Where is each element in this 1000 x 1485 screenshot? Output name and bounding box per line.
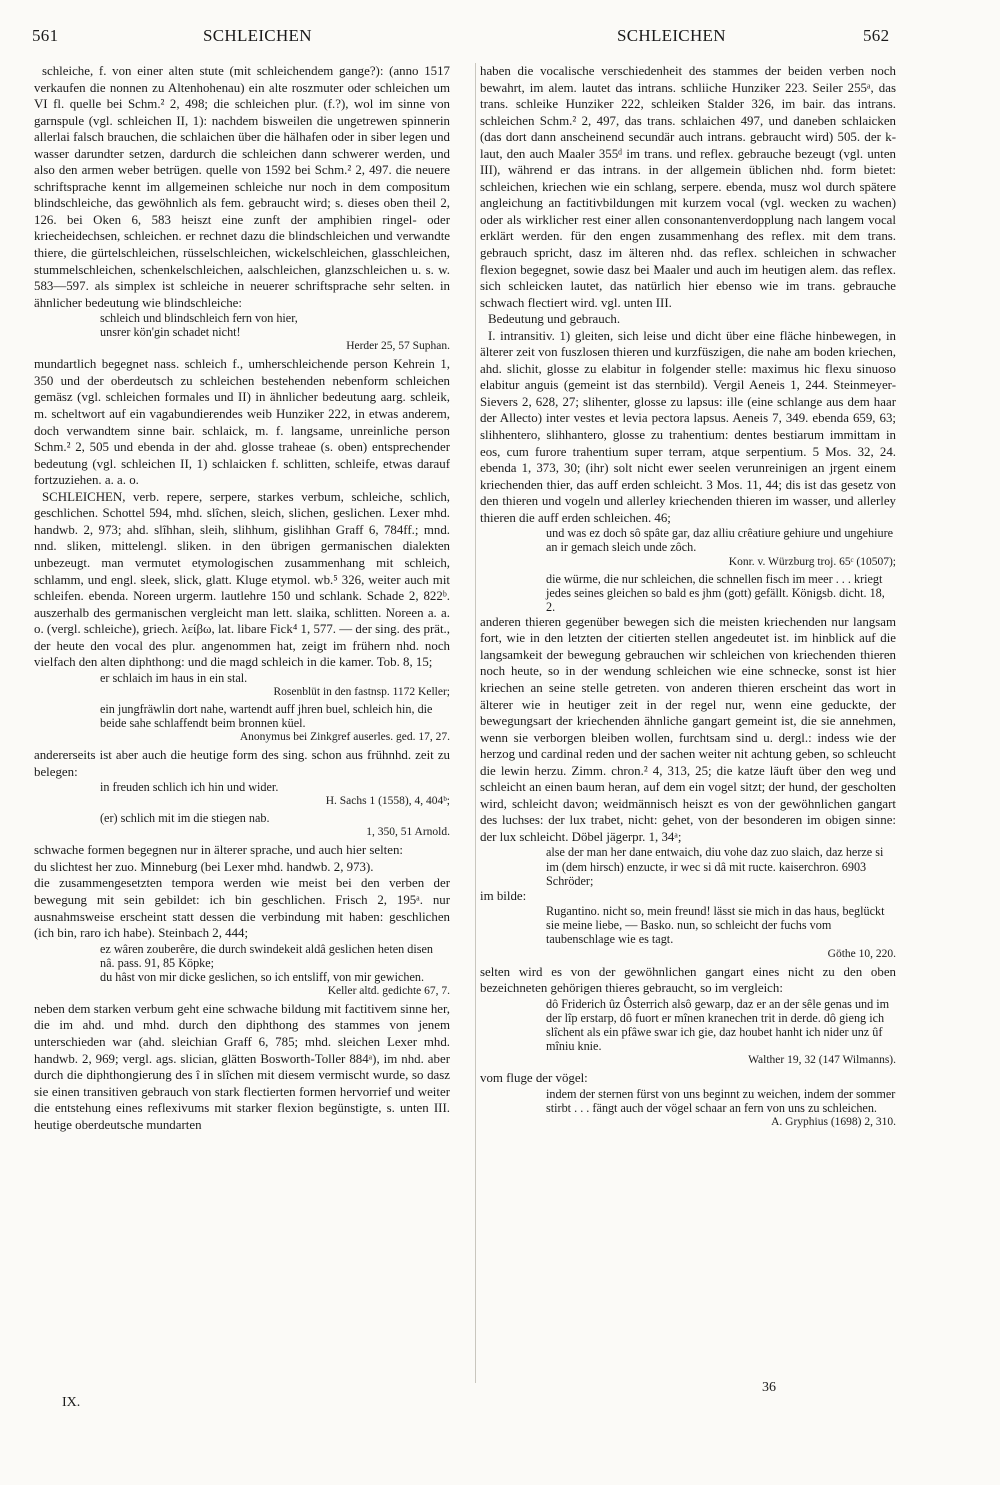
quote-block: und was ez doch sô spâte gar, daz alliu crêatiure gehiure und ungehiure an ir gemach sleich unde zôch.	[546, 526, 894, 555]
quote-line: schleich und blindschleich fern von hier,	[100, 311, 298, 326]
quote-line: in freuden schlich ich hin und wider.	[100, 780, 279, 795]
quote-block: alse der man her dane entwaich, diu vohe daz zuo slaich, daz herze si im (dem hirsch) enzucte, ir wec si dâ mit ructe. kaiserchron. 6903 Schröder;	[546, 845, 884, 888]
quote-block: ez wâren zouberêre, die durch swindekeit aldâ geslichen heten disen nâ. pass. 91, 85 Köpke;	[100, 941, 433, 970]
running-head-right: SCHLEICHEN	[617, 26, 726, 45]
paragraph: vom fluge der vögel:	[480, 1071, 588, 1086]
quote-block: indem der sternen fürst von uns beginnt zu weichen, indem der sommer stirbt . . . fängt auch der vögel schaar an fern von uns zu schleichen.	[546, 1086, 896, 1115]
quote-block: Rugantino. nicht so, mein freund! lässt sie mich in das haus, beglückt sie meine liebe, — Basko. nun, so schleicht der fuchs vom taubenschlage wie es tagt.	[546, 904, 885, 947]
paragraph: schwache formen begegnen nur in älterer sprache, und auch hier selten:	[34, 843, 404, 858]
citation: A. Gryphius (1698) 2, 310.	[771, 1115, 896, 1128]
entry-headword-paragraph: SCHLEICHEN, verb. repere, serpere, starkes verbum, schleiche, schlich, geschlichen. Schottel 594, mhd. slîchen, sleich, slichen, geslichen. Lexer mhd. handwb. 2, 973; ahd. slîhhan, sleih, slihhum, gislihhan Graff 6, 784ff.; mnd. nnd. sliken, mittelengl. sliken. in den übrigen germanischen dialekten unbezeugt. man vermutet etymologischen zusammenhang mit schleich, schlamm, und engl. sleek, slick, glatt. Kluge etymol. wb.⁵ 326, weiter auch mit schleifen. ebenda. Noreen urgerm. lautlehre 150 und schlank. Schade 2, 822ᵇ. auszerhalb des germanischen vergleicht man lett. slaika, schlitten. Noreen a. a. o. (vergl. schleiche), griech. λείβω, lat. libare Fick⁴ 1, 577. — der sing. des prät., der heute den vocal des plur. angenommen hat, zeigt im frühern nhd. noch vielfach den alten diphthong: und die magd schleich in die kamer. Tob. 8, 15;	[34, 489, 450, 670]
paragraph: mundartlich begegnet nass. schleich f., umherschleichende person Kehrein 1, 350 und der oberdeutsch zu schleichen bestehenden nebenform schleichen gemäsz (vgl. schleichen formales und II) in ähnlicher bedeutung aarg. schleik, m. scheltwort auf ein vagabundierendes weib Hunziker 222, in etwas anderem, doch verwandtem sinne bair. schlaick, m. f. langsame, unreinliche person Schm.² 2, 505 und ebenda in der ahd. glosse traheae (s. oben) entsprechender bedeutung (vgl. schleichen II, 1) schlaicken f. schlitten, schleife, etwas darauf fortzuziehen. a. a. o.	[34, 357, 450, 488]
quote-block: du hâst von mir dicke geslichen, so ich entsliff, von mir gewichen.	[100, 969, 425, 984]
paragraph: im bilde:	[480, 888, 527, 903]
quote-block: dô Friderich ûz Ôsterrich alsô gewarp, daz er an der sêle genas und im der lîp erstarp, dô fuort er mînen kranechen trit in derde. dô gieng ich slîchent als ein pfâwe swar ich gie, daz houbet hanht ich nider unz ûf mîniu knie.	[546, 996, 890, 1053]
citation: Herder 25, 57 Suphan.	[346, 340, 450, 353]
citation-line: du slichtest her zuo. Minneburg (bei Lexer mhd. handwb. 2, 973).	[34, 859, 374, 874]
paragraph: selten wird es von der gewöhnlichen gangart eines nicht zu den oben bezeichneten gehörigen thieres gebraucht, so im vergleich:	[480, 964, 896, 996]
citation: H. Sachs 1 (1558), 4, 404ᵇ;	[325, 795, 450, 808]
column-divider	[475, 63, 476, 1383]
paragraph: haben die vocalische verschiedenheit des stammes der beiden verben noch bewahrt, im alem. lautet das intrans. schliiche Hunziker 223. Seiler 255ᵃ, das trans. schleike Hunziker 222, schleiken Stalder 326, im bair. das intrans. schleichen Schm.² 2, 497, das trans. schlaichen 497, und daneben schlaicken (das dort dann anscheinend secundär auch intrans. gebraucht wird) 505. der k-laut, den auch Maaler 355ᵈ im trans. und reflex. gebrauche bezeugt (vgl. unten III), während er das intrans. in der allgemein üblichen nhd. form bietet: schleichen, kriechen wie ein schlang, serpere. ebenda, musz wol durch spätere angleichung an factitivbildungen mit kurzem vocal (vgl. wecken zu wachen) oder als wirklicher rest einer allen consonantenverdopplung nach langem vocal erklärt werden. für den engen zusammenhang des reflex. mit dem trans. gebrauch spricht, dasz im älteren nhd. das reflex. schleichen in schwacher flexion begegnet, sowie dasz bei Maaler und auch im heutigen alem. das reflex. sich schleicken lautet, das natürlich hier ebenso wie im trans. gebrauche schwach flectiert wird. vgl. unten III.	[480, 64, 896, 310]
quote-line: unsrer kön'gin schadet nicht!	[100, 325, 241, 340]
paragraph: die zusammengesetzten tempora werden wie meist bei den verben der bewegung mit sein gebildet: ich bin geschlichen. Frisch 2, 195ᵃ. nur ausnahmsweise erscheint statt dessen die verbindung mit haben: geschlichen (ich bin, raro ich habe). Steinbach 2, 444;	[34, 876, 450, 941]
quote-block: die würme, die nur schleichen, die schnellen fisch im meer . . . kriegt jedes seines gleichen so bald es jhm (gott) gefällt. Königsb. dicht. 18, 2.	[546, 571, 885, 614]
citation: 1, 350, 51 Arnold.	[366, 826, 450, 839]
citation: Konr. v. Würzburg troj. 65ᶜ (10507);	[728, 555, 896, 568]
left-column	[34, 63, 450, 1393]
paragraph: I. intransitiv. 1) gleiten, sich leise und dicht über eine fläche hinbewegen, in älterer zeit von fuszlosen thieren und kurzfüszigen, die nahe am boden kriechen, ahd. slichit, glosse zu elabitur in folgender stelle: maximus hic flexu sinuoso elabitur anguis (gemeint ist das sternbild). Vergil Aeneis 1, 244. Steinmeyer-Sievers 2, 628, 27; slihenter, glosse zu lapsus: ille (eine schlange aus dem haar der Allecto) inter vestes et levia pectora lapsus. Aeneis 7, 349. ebenda 659, 63; slihhentero, slihhantero, glosse zu trahentium: dentes bestiarum immittam in eos, cum furore trahentium super terram, atque serpentium. 5 Mos. 32, 24. ebenda 1, 373, 30; (ihr) solt nicht ewer seelen verunreinigen an jrgent einem kriechenden thier, das auff erden schleicht. 3 Mos. 11, 44; dis ist das gesetz von den thieren und vogeln und allerley kriechenden thieren im wasser, und allerley thieren die auff erden schleichen. 46;	[480, 328, 896, 525]
signature-mark-right: 36	[762, 1380, 776, 1395]
quote-line: er schlaich im haus in ein stal.	[100, 670, 248, 685]
page-number-left: 561	[32, 26, 59, 45]
right-column	[480, 63, 896, 1393]
signature-mark-left: IX.	[62, 1395, 81, 1410]
running-head-left: SCHLEICHEN	[203, 26, 312, 45]
citation: Rosenblüt in den fastnsp. 1172 Keller;	[273, 685, 450, 698]
section-heading: Bedeutung und gebrauch.	[488, 312, 621, 327]
paragraph: andererseits ist aber auch die heutige form des sing. schon aus frühnhd. zeit zu belegen:	[34, 748, 450, 779]
paragraph: anderen thieren gegenüber bewegen sich die meisten kriechenden nur langsam fort, wie in den letzten der citierten stellen angedeutet ist. im hinblick auf die langsamkeit der bewegung gebrauchen wir schleichen von kriechenden thieren noch heute, so in der wendung schleichen wie eine schnecke, sonst ist hier kriechen an seine stelle getreten. von anderen thieren erscheint das wort in älterer wie in heutiger zeit in der regel nur, wenn eine geduckte, der bewegungsart der kriechenden ähnliche gangart gemeint ist, die sie annehmen, wenn sie verborgen bleiben wollen, furchtsam sind u. dergl.: indess wie der herzog und cardinal reden und der sachen weiter nit achtung geben, so schleucht die lewin herzu. Zimm. chron.² 4, 313, 25; die katze läuft über den weg und schleicht an einen baum heran, auf dem ein vogel sitzt; der hund, der gescholten wird, schleicht davon; weidmännisch heiszt es von der gewöhnlichen gangart des luchses: der lux trabet, nicht: gehet, von der besonderen im obigen sinne: der lux schleicht. Döbel jägerpr. 1, 34ᵃ;	[480, 614, 896, 844]
citation: Keller altd. gedichte 67, 7.	[327, 984, 450, 997]
paragraph: neben dem starken verbum geht eine schwache bildung mit factitivem sinne her, die im ahd. und mhd. durch den diphthong des stammes von jenem unterschieden war (ahd. sleichian Graff 6, 785; mhd. sleichen Lexer mhd. handwb. 2, 969; vergl. ags. slician, glätten Bosworth-Toller 884ᵃ), im nhd. aber durch die diphthongierung des î in slîchen mit diesem vermischt wurde, so dasz sie einen transitiven gebrauch von stark flectierten formen hervorrief und weiter die entstehung eines reflexivums mit starker flexion begünstigte, s. unten III. heutige oberdeutsche mundarten	[34, 1001, 450, 1132]
page-number-right: 562	[863, 26, 890, 45]
quote-block: ein jungfräwlin dort nahe, wartendt auff jhren buel, schleich hin, die beide sahe schlaffendt beim bronnen küel.	[100, 701, 433, 730]
citation: Göthe 10, 220.	[827, 947, 896, 960]
paragraph: schleiche, f. von einer alten stute (mit schleichendem gange?): (anno 1517 verkaufen die nonnen zu Altenhohenau) ein alte roszmuter oder schleichen um VI fl. quelle bei Schm.² 2, 498; die schleichen plur. (f.?), wol im sinne von garnspule (vgl. schleichen II, 1): nachdem bisweilen die ungetrewen spinnerin allerlai falsch brauchen, die schlaichen über die hälhafen oder in siber legen und wasser darundter setzen, dardurch die schleichen dann schwerer werden, und also den armen weber betrügen. quelle von 1592 bei Schm.² 2, 497. die neuere schriftsprache kennt im allgemeinen schleiche nur noch in dem compositum blindschleiche, das gewöhnlich als fem. gebraucht wird; s. dieses oben theil 2, 126. bei Oken 6, 583 heiszt eine zunft der amphibien ringel- oder kriecheidechsen, schleichen. er rechnet dazu die blindschleichen und verwandte thiere, die gürtelschleichen, rüsselschleichen, wickelschleichen, glasschleichen, stummelschleichen, schenkelschleichen, aalschleichen, glanzschleichen u. s. w. 583—597. als simplex ist schleiche in neuerer schriftsprache sehr selten. in ähnlicher bedeutung wie blindschleiche:	[34, 64, 450, 310]
quote-line: (er) schlich mit im die stiegen nab.	[100, 811, 270, 826]
citation: Anonymus bei Zinkgref auserles. ged. 17, 27.	[239, 731, 450, 744]
citation: Walther 19, 32 (147 Wilmanns).	[748, 1054, 896, 1067]
